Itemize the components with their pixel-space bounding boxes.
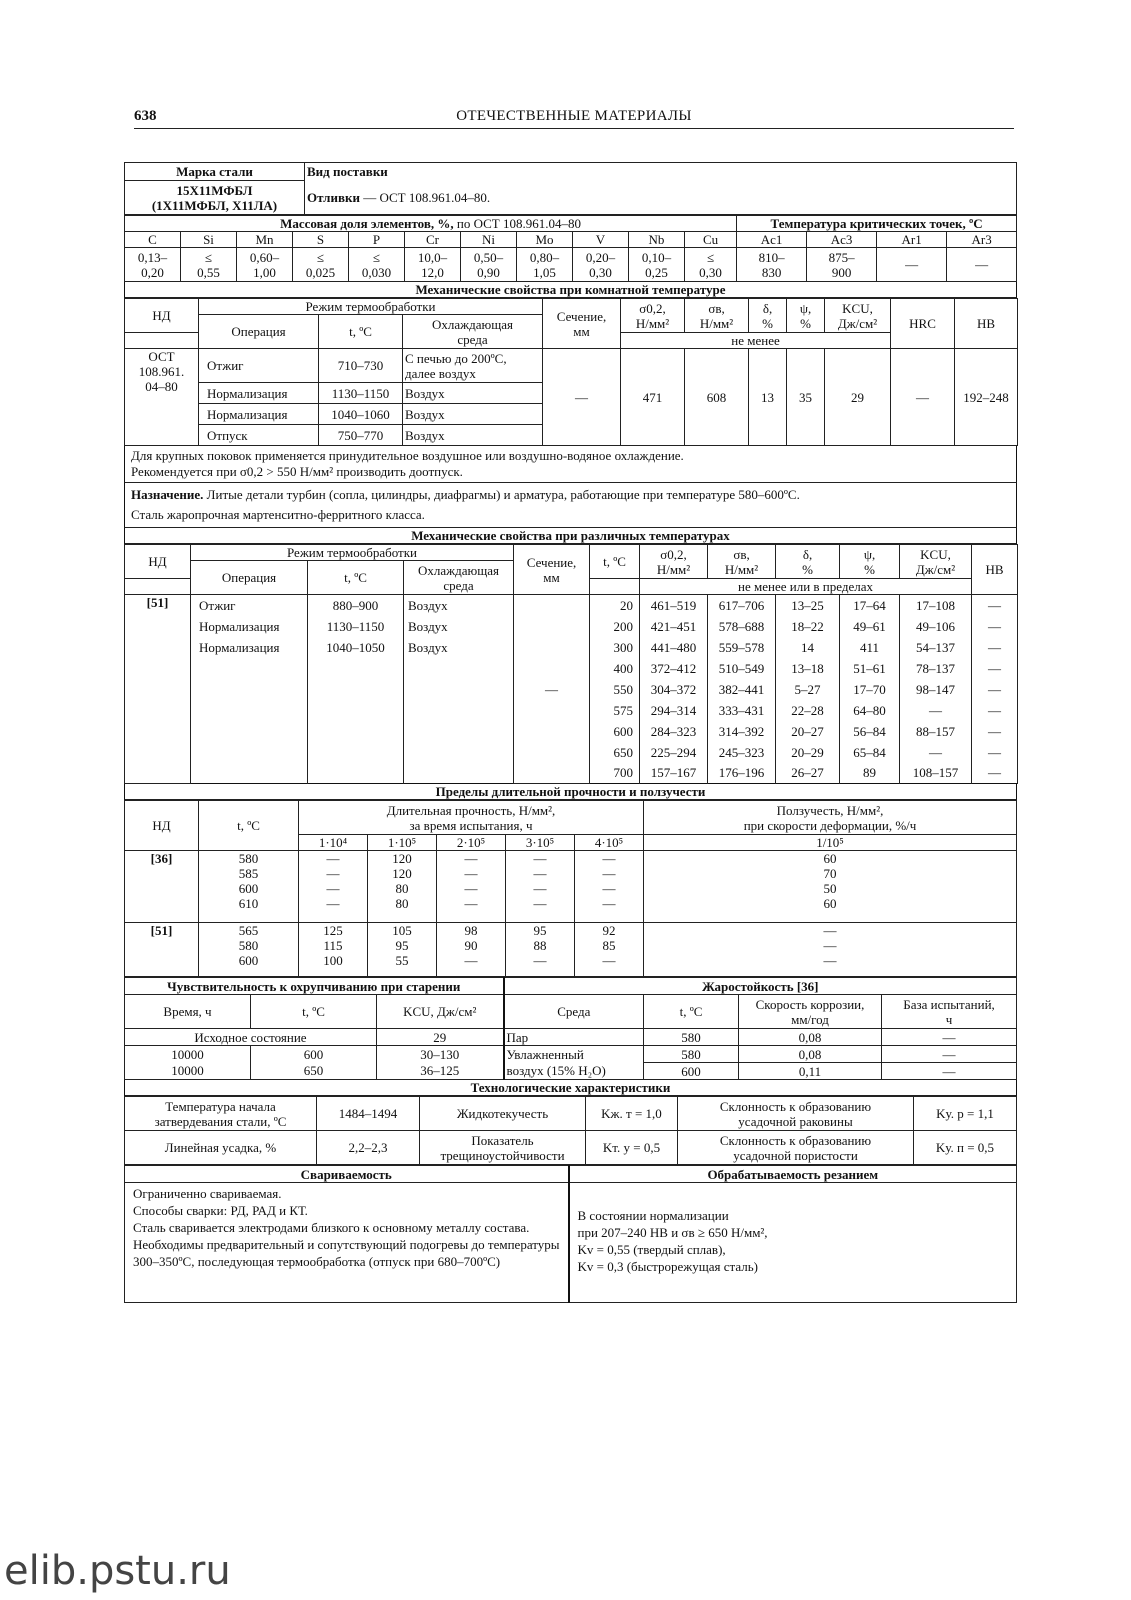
mt-cell: 578–688 <box>708 616 776 637</box>
cr-t: 580 585 600 610 <box>199 851 299 923</box>
mr-t: 1040–1060 <box>319 404 403 425</box>
element-value: ≤ 0,025 <box>293 248 349 282</box>
element-value: ≤ 0,55 <box>181 248 237 282</box>
mt-cell: — <box>972 637 1018 658</box>
cr-nd: [51] <box>125 923 199 977</box>
aging-title: Чувствительность к охрупчиванию при старении <box>125 978 504 995</box>
mr-t: 750–770 <box>319 425 403 446</box>
watermark: elib.pstu.ru <box>4 1548 231 1594</box>
mr-h-d: δ, % <box>749 299 787 333</box>
mt-mode-cool <box>404 700 514 721</box>
ag-kcu: 36–125 <box>377 1063 504 1080</box>
mr-h-hrc: HRC <box>891 299 955 349</box>
mech-temp-table <box>124 544 1018 784</box>
mt-cell: 157–167 <box>640 763 708 784</box>
mt-section: — <box>514 595 590 784</box>
composition-title: Массовая доля элементов, %, по ОСТ 108.961.04–80 <box>125 216 737 232</box>
mr-cool: Воздух <box>403 425 543 446</box>
mr-cool: С печью до 200ºC, далее воздух <box>403 349 543 383</box>
mt-h-kcu: KCU, Дж/см² <box>900 545 972 579</box>
mt-cell: 78–137 <box>900 658 972 679</box>
mt-cell: 400 <box>590 658 640 679</box>
mt-cell: 13–25 <box>776 595 840 616</box>
mr-s02: 471 <box>621 349 685 446</box>
critical-point-header: Ac3 <box>807 232 877 248</box>
weld-text: Ограниченно свариваемая. Способы сварки: РД, РАД и КТ. Сталь сваривается электродами близкого к основному металлу состава. Необходимы предварительный и сопутствующий подогревы до температуры 300–350ºC, последующая термообработка (отпуск при 680–700ºC) <box>125 1183 569 1303</box>
element-value: ≤ 0,030 <box>349 248 405 282</box>
tech-fluidity-label: Жидкотекучесть <box>420 1097 586 1131</box>
sc-env: Пар <box>504 1029 644 1046</box>
mt-cell: 176–196 <box>708 763 776 784</box>
mt-h-s02: σ0,2, Н/мм² <box>640 545 708 579</box>
mr-d: 13 <box>749 349 787 446</box>
mt-h-hb: HB <box>972 545 1018 595</box>
cr-c2: 105 95 55 <box>368 923 437 977</box>
mt-cell: — <box>972 679 1018 700</box>
composition-table <box>124 215 1017 282</box>
mr-op: Нормализация <box>199 404 319 425</box>
mt-cell: 411 <box>840 637 900 658</box>
critical-point-header: Ar3 <box>947 232 1017 248</box>
mt-h-d: δ, % <box>776 545 840 579</box>
mt-h-nd: НД <box>125 545 191 579</box>
mt-cell: 65–84 <box>840 742 900 763</box>
mt-cell: — <box>900 700 972 721</box>
mr-cool: Воздух <box>403 404 543 425</box>
mr-kcu: 29 <box>825 349 891 446</box>
cr-h-t: t, ºC <box>199 801 299 851</box>
mt-cell: 17–108 <box>900 595 972 616</box>
ag-h-t: t, ºC <box>251 995 377 1029</box>
mr-h-sb: σв, Н/мм² <box>685 299 749 333</box>
cr-c1: 125 115 100 <box>299 923 368 977</box>
cr-h-time: 4·10⁵ <box>575 835 644 851</box>
mt-cell: 700 <box>590 763 640 784</box>
mt-mode-t: 1040–1050 <box>308 637 404 658</box>
mt-cell: 22–28 <box>776 700 840 721</box>
mt-h-nd-blank <box>125 579 191 595</box>
mt-cell: 372–412 <box>640 658 708 679</box>
cr-c3: 98 90 — <box>437 923 506 977</box>
sc-base: — <box>882 1029 1017 1046</box>
mt-h-ttest-blank <box>590 579 640 595</box>
mr-h-min: не менее <box>621 333 891 349</box>
mt-mode-cool: Воздух <box>404 616 514 637</box>
mt-row <box>125 595 1018 616</box>
sc-t: 600 <box>644 1063 739 1080</box>
mt-cell: 89 <box>840 763 900 784</box>
element-value: 0,80– 1,05 <box>517 248 573 282</box>
mt-cell: — <box>972 658 1018 679</box>
mt-cell: 49–106 <box>900 616 972 637</box>
machining-title: Обрабатываемость резанием <box>569 1166 1017 1183</box>
mt-h-limits: не менее или в пределах <box>640 579 972 595</box>
aging-scale-table <box>124 977 1017 1080</box>
tech-porosity-value: Kу. п = 0,5 <box>914 1131 1017 1165</box>
mt-cell: 14 <box>776 637 840 658</box>
note-retemper: Рекомендуется при σ0,2 > 550 Н/мм² производить доотпуск. <box>131 464 463 479</box>
mt-h-t: t, ºC <box>308 561 404 595</box>
steel-class: Сталь жаропрочная мартенситно-ферритного класса. <box>131 507 425 522</box>
mt-mode-t <box>308 763 404 784</box>
mt-cell: 304–372 <box>640 679 708 700</box>
mt-cell: 20 <box>590 595 640 616</box>
element-header: Cr <box>405 232 461 248</box>
sc-env: воздух (15% H₂O) <box>504 1063 644 1080</box>
mech-room-notes <box>124 446 1017 483</box>
tech-shrink-cavity-value: Kу. р = 1,1 <box>914 1097 1017 1131</box>
cr-h-time: 1·10⁵ <box>368 835 437 851</box>
mt-mode-op <box>191 679 308 700</box>
element-value: ≤ 0,30 <box>685 248 737 282</box>
element-header: Nb <box>629 232 685 248</box>
ag-h-kcu: KCU, Дж/см² <box>377 995 504 1029</box>
mt-cell: 49–61 <box>840 616 900 637</box>
cr-h-creep: Ползучесть, Н/мм², при скорости деформации, %/ч <box>644 801 1017 835</box>
mr-h-nd-blank <box>125 333 199 349</box>
page-number: 638 <box>134 108 157 124</box>
mt-mode-op <box>191 742 308 763</box>
ag-time: 10000 <box>125 1063 251 1080</box>
mech-temp-title: Механические свойства при различных температурах <box>124 528 1017 544</box>
sc-rate: 0,08 <box>739 1046 882 1063</box>
mt-mode-op <box>191 700 308 721</box>
creep-title: Пределы длительной прочности и ползучести <box>124 784 1017 800</box>
tech-crack-label: Показатель трещиноустойчивости <box>420 1131 586 1165</box>
critical-point-value: 810– 830 <box>737 248 807 282</box>
mt-mode-cool <box>404 742 514 763</box>
element-header: P <box>349 232 405 248</box>
sc-h-rate: Скорость коррозии, мм/год <box>739 995 882 1029</box>
mr-h-t: t, ºC <box>319 315 403 349</box>
mt-cell: 245–323 <box>708 742 776 763</box>
machining-text: В состоянии нормализации при 207–240 НВ и σв ≥ 650 Н/мм², Kv = 0,55 (твердый сплав), Kv = 0,3 (быстрорежущая сталь) <box>569 1183 1017 1303</box>
tech-solid-value: 1484–1494 <box>317 1097 420 1131</box>
mt-cell: 284–323 <box>640 721 708 742</box>
mt-mode-op: Нормализация <box>191 616 308 637</box>
sc-h-base: База испытаний, ч <box>882 995 1017 1029</box>
mt-cell: 5–27 <box>776 679 840 700</box>
mt-nd: [51] <box>125 595 191 784</box>
ag-t: 600 <box>251 1046 377 1063</box>
running-title: ОТЕЧЕСТВЕННЫЕ МАТЕРИАЛЫ <box>456 108 692 124</box>
tech-table <box>124 1096 1017 1165</box>
mr-op: Отжиг <box>199 349 319 383</box>
ag-initial-value: 29 <box>377 1029 504 1046</box>
mt-mode-cool: Воздух <box>404 637 514 658</box>
supply-label: Вид поставки <box>305 163 1017 181</box>
ag-kcu: 30–130 <box>377 1046 504 1063</box>
mt-h-op: Операция <box>191 561 308 595</box>
element-header: V <box>573 232 629 248</box>
mt-mode-op <box>191 763 308 784</box>
tech-solid-label: Температура начала затвердевания стали, ºC <box>125 1097 317 1131</box>
mr-cool: Воздух <box>403 383 543 404</box>
mt-cell: 300 <box>590 637 640 658</box>
element-header: S <box>293 232 349 248</box>
mt-cell: — <box>972 616 1018 637</box>
ag-h-time: Время, ч <box>125 995 251 1029</box>
mt-cell: 51–61 <box>840 658 900 679</box>
mt-cell: 294–314 <box>640 700 708 721</box>
mr-section: — <box>543 349 621 446</box>
mt-cell: — <box>972 595 1018 616</box>
mt-mode-op <box>191 721 308 742</box>
element-header: Ni <box>461 232 517 248</box>
tech-shrink-cavity-label: Склонность к образованию усадочной раковины <box>678 1097 914 1131</box>
mr-h-s02: σ0,2, Н/мм² <box>621 299 685 333</box>
grade-value: 15Х11МФБЛ (1Х11МФБЛ, Х11ЛА) <box>125 181 305 215</box>
mt-cell: 108–157 <box>900 763 972 784</box>
element-header: Cu <box>685 232 737 248</box>
sc-t: 580 <box>644 1046 739 1063</box>
mt-mode-t: 880–900 <box>308 595 404 616</box>
cr-c2: 120 120 80 80 <box>368 851 437 923</box>
element-value: 0,60– 1,00 <box>237 248 293 282</box>
mt-cell: 382–441 <box>708 679 776 700</box>
tech-porosity-label: Склонность к образованию усадочной пористости <box>678 1131 914 1165</box>
critical-point-value: — <box>877 248 947 282</box>
cr-c4: 95 88 — <box>506 923 575 977</box>
scale-title: Жаростойкость [36] <box>504 978 1017 995</box>
cr-c1: — — — — <box>299 851 368 923</box>
purpose-block <box>124 483 1017 528</box>
mt-cell: 559–578 <box>708 637 776 658</box>
critical-point-header: Ar1 <box>877 232 947 248</box>
cr-creep: — — — <box>644 923 1017 977</box>
element-header: Mn <box>237 232 293 248</box>
mt-cell: 20–27 <box>776 721 840 742</box>
cr-c4: — — — — <box>506 851 575 923</box>
mt-h-mode: Режим термообработки <box>191 545 514 561</box>
mr-nd: ОСТ 108.961. 04–80 <box>125 349 199 446</box>
mr-t: 1130–1150 <box>319 383 403 404</box>
mt-cell: 461–519 <box>640 595 708 616</box>
sc-env: Увлажненный <box>504 1046 644 1063</box>
mt-h-section: Сечение, мм <box>514 545 590 595</box>
mr-h-section: Сечение, мм <box>543 299 621 349</box>
mr-sb: 608 <box>685 349 749 446</box>
element-value: 0,50– 0,90 <box>461 248 517 282</box>
mech-room-title: Механические свойства при комнатной температуре <box>124 282 1017 298</box>
cr-h-rate: 1/10⁵ <box>644 835 1017 851</box>
mt-cell: — <box>972 763 1018 784</box>
mt-cell: 650 <box>590 742 640 763</box>
mt-cell: 18–22 <box>776 616 840 637</box>
ag-time: 10000 <box>125 1046 251 1063</box>
mt-cell: — <box>972 742 1018 763</box>
mr-hrc: — <box>891 349 955 446</box>
cr-c5: — — — — <box>575 851 644 923</box>
mt-cell: 441–480 <box>640 637 708 658</box>
sc-rate: 0,08 <box>739 1029 882 1046</box>
mr-hb: 192–248 <box>955 349 1018 446</box>
mr-psi: 35 <box>787 349 825 446</box>
mt-h-sb: σв, Н/мм² <box>708 545 776 579</box>
mt-mode-t <box>308 742 404 763</box>
ag-initial-label: Исходное состояние <box>125 1029 377 1046</box>
mt-cell: 421–451 <box>640 616 708 637</box>
mr-h-mode: Режим термообработки <box>199 299 543 315</box>
tech-title: Технологические характеристики <box>124 1080 1017 1096</box>
grade-table <box>124 162 1017 215</box>
element-value: 0,10– 0,25 <box>629 248 685 282</box>
mt-mode-t <box>308 700 404 721</box>
mt-mode-cool <box>404 658 514 679</box>
mt-mode-cool <box>404 679 514 700</box>
purpose-text: Назначение. Литые детали турбин (сопла, цилиндры, диафрагмы) и арматура, работающие при температуре 580–600ºC. <box>131 487 800 502</box>
weld-machining-table <box>124 1165 1017 1303</box>
page-header <box>134 106 1014 129</box>
mt-mode-t: 1130–1150 <box>308 616 404 637</box>
mt-cell: 225–294 <box>640 742 708 763</box>
critical-point-value: — <box>947 248 1017 282</box>
mt-h-psi: ψ, % <box>840 545 900 579</box>
sc-t: 580 <box>644 1029 739 1046</box>
sc-base: — <box>882 1046 1017 1063</box>
steel-datasheet <box>124 162 1017 1303</box>
mt-cell: — <box>972 700 1018 721</box>
mt-mode-t <box>308 721 404 742</box>
element-header: C <box>125 232 181 248</box>
cr-h-time: 2·10⁵ <box>437 835 506 851</box>
mt-cell: 98–147 <box>900 679 972 700</box>
cr-nd: [36] <box>125 851 199 923</box>
note-forging: Для крупных поковок применяется принудительное воздушное или воздушно-водяное охлаждение. <box>131 448 684 463</box>
mt-h-cool: Охлаждающая среда <box>404 561 514 595</box>
critical-point-value: 875– 900 <box>807 248 877 282</box>
mt-mode-cool <box>404 721 514 742</box>
mt-mode-op <box>191 658 308 679</box>
mr-op: Нормализация <box>199 383 319 404</box>
mt-cell: 510–549 <box>708 658 776 679</box>
cr-h-long: Длительная прочность, Н/мм², за время испытания, ч <box>299 801 644 835</box>
sc-base: — <box>882 1063 1017 1080</box>
cr-t: 565 580 600 <box>199 923 299 977</box>
mt-cell: 617–706 <box>708 595 776 616</box>
grade-label: Марка стали <box>125 163 305 181</box>
mr-h-nd: НД <box>125 299 199 333</box>
mt-cell: 600 <box>590 721 640 742</box>
cr-creep: 60 70 50 60 <box>644 851 1017 923</box>
critical-points-title: Температура критических точек, ºC <box>737 216 1017 232</box>
mt-cell: — <box>972 721 1018 742</box>
mr-t: 710–730 <box>319 349 403 383</box>
mt-mode-op: Нормализация <box>191 637 308 658</box>
mt-cell: 20–29 <box>776 742 840 763</box>
tech-linear-label: Линейная усадка, % <box>125 1131 317 1165</box>
ag-t: 650 <box>251 1063 377 1080</box>
mr-h-hb: HB <box>955 299 1018 349</box>
sc-h-env: Среда <box>504 995 644 1029</box>
mt-mode-cool: Воздух <box>404 595 514 616</box>
mt-cell: 333–431 <box>708 700 776 721</box>
element-header: Mo <box>517 232 573 248</box>
mr-h-kcu: KCU, Дж/см² <box>825 299 891 333</box>
mt-cell: 17–70 <box>840 679 900 700</box>
mr-op: Отпуск <box>199 425 319 446</box>
mt-cell: 314–392 <box>708 721 776 742</box>
mech-room-table <box>124 298 1018 446</box>
element-value: 0,20– 0,30 <box>573 248 629 282</box>
mr-h-cool: Охлаждающая среда <box>403 315 543 349</box>
tech-crack-value: Kт. у = 0,5 <box>586 1131 678 1165</box>
mt-cell: 200 <box>590 616 640 637</box>
mt-cell: 54–137 <box>900 637 972 658</box>
mt-cell: 64–80 <box>840 700 900 721</box>
mt-cell: 17–64 <box>840 595 900 616</box>
mt-cell: 550 <box>590 679 640 700</box>
supply-value: Отливки — ОСТ 108.961.04–80. <box>305 181 1017 215</box>
tech-linear-value: 2,2–2,3 <box>317 1131 420 1165</box>
mr-h-psi: ψ, % <box>787 299 825 333</box>
tech-fluidity-value: Kж. т = 1,0 <box>586 1097 678 1131</box>
sc-rate: 0,11 <box>739 1063 882 1080</box>
mr-h-op: Операция <box>199 315 319 349</box>
element-value: 0,13– 0,20 <box>125 248 181 282</box>
mt-cell: 575 <box>590 700 640 721</box>
cr-h-time: 1·10⁴ <box>299 835 368 851</box>
sc-h-t: t, ºC <box>644 995 739 1029</box>
mt-cell: 88–157 <box>900 721 972 742</box>
mt-mode-t <box>308 658 404 679</box>
weld-title: Свариваемость <box>125 1166 569 1183</box>
cr-c5: 92 85 — <box>575 923 644 977</box>
mt-mode-t <box>308 679 404 700</box>
mt-mode-cool <box>404 763 514 784</box>
mt-h-ttest: t, ºC <box>590 545 640 579</box>
cr-h-nd: НД <box>125 801 199 851</box>
mt-cell: 13–18 <box>776 658 840 679</box>
creep-table <box>124 800 1017 977</box>
cr-c3: — — — — <box>437 851 506 923</box>
mt-cell: 26–27 <box>776 763 840 784</box>
mt-cell: — <box>900 742 972 763</box>
element-header: Si <box>181 232 237 248</box>
mt-cell: 56–84 <box>840 721 900 742</box>
cr-h-time: 3·10⁵ <box>506 835 575 851</box>
critical-point-header: Ac1 <box>737 232 807 248</box>
element-value: 10,0– 12,0 <box>405 248 461 282</box>
mt-mode-op: Отжиг <box>191 595 308 616</box>
